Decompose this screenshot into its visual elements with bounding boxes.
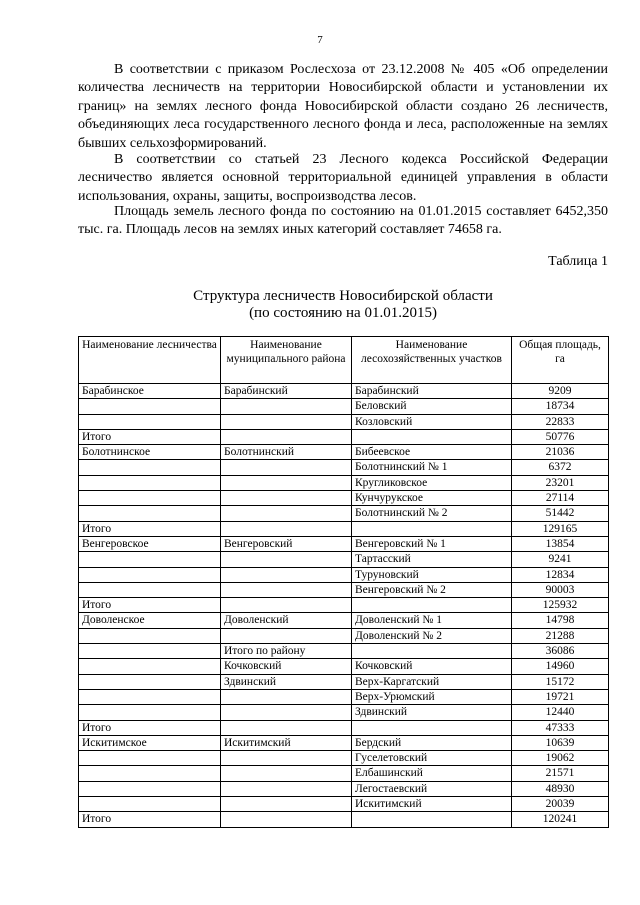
cell-site: Барабинский <box>352 384 512 399</box>
cell-forestry <box>79 399 221 414</box>
cell-district <box>221 705 352 720</box>
table-row <box>79 705 609 720</box>
cell-district: Искитимский <box>221 735 352 750</box>
header-area: Общая площадь, га <box>512 337 609 384</box>
cell-site <box>352 720 512 735</box>
cell-area: 50776 <box>512 429 609 444</box>
cell-district: Итого по району <box>221 644 352 659</box>
cell-area: 19721 <box>512 689 609 704</box>
table-row <box>79 812 609 827</box>
cell-site: Легостаевский <box>352 781 512 796</box>
cell-district <box>221 552 352 567</box>
table-row <box>79 781 609 796</box>
cell-forestry: Венгеровское <box>79 536 221 551</box>
cell-district <box>221 689 352 704</box>
cell-district: Здвинский <box>221 674 352 689</box>
table-row <box>79 674 609 689</box>
cell-district: Барабинский <box>221 384 352 399</box>
table-row <box>79 445 609 460</box>
cell-district <box>221 598 352 613</box>
table-row <box>79 613 609 628</box>
table-row <box>79 766 609 781</box>
cell-site: Кругликовское <box>352 475 512 490</box>
forestry-structure-table <box>78 336 609 828</box>
cell-site: Беловский <box>352 399 512 414</box>
cell-site: Козловский <box>352 414 512 429</box>
cell-forestry <box>79 797 221 812</box>
table-row <box>79 567 609 582</box>
cell-site <box>352 521 512 536</box>
table-title-line2: (по состоянию на 01.01.2015) <box>249 305 437 321</box>
cell-area: 22833 <box>512 414 609 429</box>
cell-forestry <box>79 659 221 674</box>
cell-area: 9209 <box>512 384 609 399</box>
table-row <box>79 598 609 613</box>
cell-area: 10639 <box>512 735 609 750</box>
cell-district <box>221 766 352 781</box>
cell-area: 14798 <box>512 613 609 628</box>
table-row <box>79 399 609 414</box>
cell-forestry: Итого <box>79 429 221 444</box>
table-row <box>79 644 609 659</box>
cell-forestry <box>79 705 221 720</box>
cell-area: 36086 <box>512 644 609 659</box>
cell-site <box>352 812 512 827</box>
table-row <box>79 582 609 597</box>
table-row <box>79 536 609 551</box>
cell-area: 18734 <box>512 399 609 414</box>
cell-district <box>221 720 352 735</box>
cell-site: Венгеровский № 2 <box>352 582 512 597</box>
cell-district <box>221 460 352 475</box>
cell-site: Искитимский <box>352 797 512 812</box>
cell-forestry <box>79 506 221 521</box>
cell-forestry <box>79 491 221 506</box>
table-row <box>79 689 609 704</box>
cell-area: 21288 <box>512 628 609 643</box>
cell-area: 21571 <box>512 766 609 781</box>
cell-district <box>221 475 352 490</box>
cell-forestry <box>79 567 221 582</box>
cell-area: 120241 <box>512 812 609 827</box>
table-row <box>79 552 609 567</box>
header-forestry: Наименование лесничества <box>79 337 221 384</box>
cell-district <box>221 506 352 521</box>
cell-district <box>221 521 352 536</box>
cell-district <box>221 429 352 444</box>
table-body <box>79 384 609 828</box>
header-sites: Наименование лесохозяйственных участков <box>352 337 512 384</box>
cell-site: Елбашинский <box>352 766 512 781</box>
table-title-line1: Структура лесничеств Новосибирской области <box>193 288 493 304</box>
cell-site: Здвинский <box>352 705 512 720</box>
table-row <box>79 628 609 643</box>
cell-district <box>221 751 352 766</box>
cell-site: Бибеевское <box>352 445 512 460</box>
cell-area: 47333 <box>512 720 609 735</box>
table-row <box>79 384 609 399</box>
cell-area: 12834 <box>512 567 609 582</box>
cell-area: 129165 <box>512 521 609 536</box>
cell-site: Тартасский <box>352 552 512 567</box>
cell-site: Доволенский № 1 <box>352 613 512 628</box>
cell-area: 6372 <box>512 460 609 475</box>
cell-site: Доволенский № 2 <box>352 628 512 643</box>
table-row <box>79 460 609 475</box>
cell-district <box>221 582 352 597</box>
cell-forestry: Барабинское <box>79 384 221 399</box>
cell-forestry <box>79 781 221 796</box>
cell-area: 15172 <box>512 674 609 689</box>
table-row <box>79 735 609 750</box>
cell-district <box>221 628 352 643</box>
table-row <box>79 506 609 521</box>
cell-forestry: Болотнинское <box>79 445 221 460</box>
table-row <box>79 414 609 429</box>
cell-forestry: Итого <box>79 598 221 613</box>
cell-area: 21036 <box>512 445 609 460</box>
cell-area: 13854 <box>512 536 609 551</box>
cell-area: 125932 <box>512 598 609 613</box>
cell-area: 14960 <box>512 659 609 674</box>
table-row <box>79 475 609 490</box>
cell-site: Бердский <box>352 735 512 750</box>
cell-forestry: Искитимское <box>79 735 221 750</box>
paragraph-area: Площадь земель лесного фонда по состоянию на 01.01.2015 составляет 6452,350 тыс. га. Площадь лесов на землях иных категорий составляет 74658 га. <box>78 204 608 238</box>
cell-forestry <box>79 766 221 781</box>
cell-forestry <box>79 689 221 704</box>
header-district: Наименование муниципального района <box>221 337 352 384</box>
table-caption: Таблица 1 <box>548 254 608 269</box>
cell-district <box>221 781 352 796</box>
cell-forestry <box>79 582 221 597</box>
cell-district <box>221 414 352 429</box>
cell-site <box>352 429 512 444</box>
table-row <box>79 751 609 766</box>
cell-forestry: Доволенское <box>79 613 221 628</box>
cell-site: Кочковский <box>352 659 512 674</box>
cell-district: Венгеровский <box>221 536 352 551</box>
cell-forestry: Итого <box>79 720 221 735</box>
cell-forestry <box>79 475 221 490</box>
cell-site <box>352 598 512 613</box>
cell-site: Гуселетовский <box>352 751 512 766</box>
cell-site: Болотнинский № 1 <box>352 460 512 475</box>
cell-district <box>221 567 352 582</box>
cell-forestry <box>79 751 221 766</box>
table-title <box>78 288 608 322</box>
table-row <box>79 659 609 674</box>
cell-area: 48930 <box>512 781 609 796</box>
cell-site: Туруновский <box>352 567 512 582</box>
table-row <box>79 491 609 506</box>
cell-area: 27114 <box>512 491 609 506</box>
cell-site: Верх-Урюмский <box>352 689 512 704</box>
cell-district <box>221 797 352 812</box>
cell-district <box>221 399 352 414</box>
cell-area: 51442 <box>512 506 609 521</box>
cell-forestry <box>79 628 221 643</box>
cell-district <box>221 812 352 827</box>
cell-area: 90003 <box>512 582 609 597</box>
cell-site: Венгеровский № 1 <box>352 536 512 551</box>
cell-area: 20039 <box>512 797 609 812</box>
cell-forestry <box>79 460 221 475</box>
table-row <box>79 521 609 536</box>
cell-area: 12440 <box>512 705 609 720</box>
table-row <box>79 797 609 812</box>
page-number: 7 <box>317 34 323 46</box>
table-header-row <box>79 337 609 384</box>
cell-site: Кунчурукское <box>352 491 512 506</box>
table-row <box>79 720 609 735</box>
table-row <box>79 429 609 444</box>
cell-site: Болотнинский № 2 <box>352 506 512 521</box>
cell-forestry <box>79 552 221 567</box>
cell-district <box>221 491 352 506</box>
cell-area: 23201 <box>512 475 609 490</box>
cell-forestry: Итого <box>79 521 221 536</box>
cell-area: 9241 <box>512 552 609 567</box>
cell-area: 19062 <box>512 751 609 766</box>
cell-district: Болотнинский <box>221 445 352 460</box>
cell-forestry <box>79 414 221 429</box>
cell-forestry <box>79 644 221 659</box>
paragraph-order: В соответствии с приказом Рослесхоза от 23.12.2008 № 405 «Об определении количества лесничеств на территории Новосибирской области и установлении их границ» на землях лесного фонда Новосибирской области создано 26 лесничеств, объединяющих леса государственного лесного фонда и леса, расположенные на землях бывших сельхозформирований. <box>78 62 608 151</box>
cell-forestry: Итого <box>79 812 221 827</box>
cell-site: Верх-Каргатский <box>352 674 512 689</box>
paragraph-forest-code: В соответствии со статьей 23 Лесного кодекса Российской Федерации лесничество является основной территориальной единицей управления в области использования, охраны, защиты, воспроизводства лесов. <box>78 152 608 204</box>
cell-district: Кочковский <box>221 659 352 674</box>
cell-district: Доволенский <box>221 613 352 628</box>
cell-site <box>352 644 512 659</box>
cell-forestry <box>79 674 221 689</box>
